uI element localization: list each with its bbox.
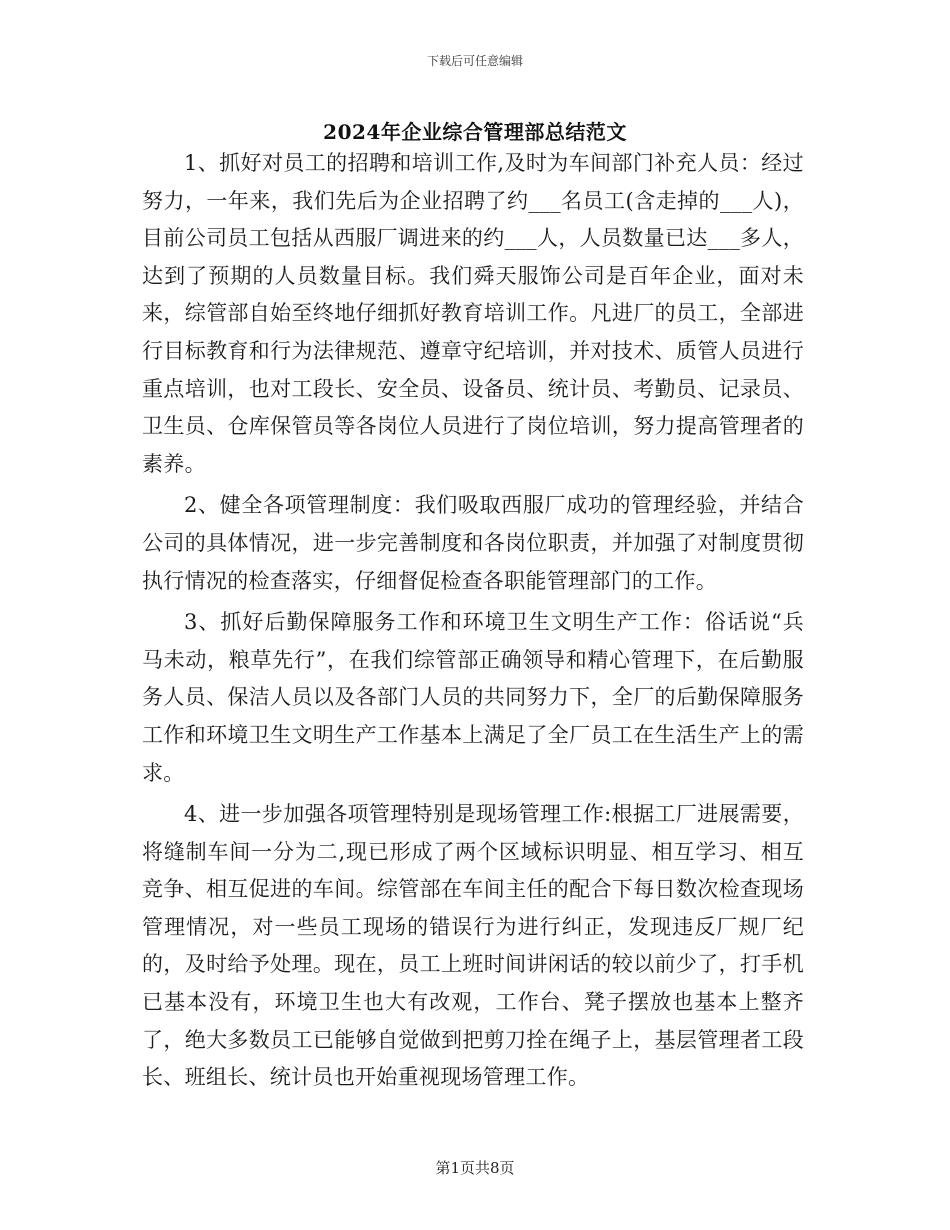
header-note: 下载后可任意编辑 [426,54,523,68]
document-body [142,145,804,1097]
document-title: 2024年企业综合管理部总结范文 [323,120,627,144]
paragraph-4: 4、进一步加强各项管理特别是现场管理工作:根据工厂进展需要，将缝制车间一分为二,现已形成了两个区域标识明显、相互学习、相互竞争、相互促进的车间。综管部在车间主任的配合下每日数次检查现场管理情况，对一些员工现场的错误行为进行纠正，发现违反厂规厂纪的，及时给予处理。现在，员工上班时间讲闲话的较以前少了，打手机已基本没有，环境卫生也大有改观，工作台、凳子摆放也基本上整齐了，绝大多数员工已能够自觉做到把剪刀拴在绳子上，基层管理者工段长、班组长、统计员也开始重视现场管理工作。 [142,802,804,1090]
paragraph-2: 2、健全各项管理制度：我们吸取西服厂成功的管理经验，并结合公司的具体情况，进一步完善制度和各岗位职责，并加强了对制度贯彻执行情况的检查落实，仔细督促检查各职能管理部门的工作。 [142,493,804,593]
paragraph-3: 3、抓好后勤保障服务工作和环境卫生文明生产工作：俗话说“兵马未动，粮草先行”，在我们综管部正确领导和精心管理下，在后勤服务人员、保洁人员以及各部门人员的共同努力下，全厂的后勤保障服务工作和环境卫生文明生产工作基本上满足了全厂员工在生活生产上的需求。 [142,610,804,785]
page-number: 第1页共8页 [435,1159,515,1177]
paragraph-1: 1、抓好对员工的招聘和培训工作,及时为车间部门补充人员：经过努力，一年来，我们先后为企业招聘了约___名员工(含走掉的___人)，目前公司员工包括从西服厂调进来的约___人，人员数量已达___多人，达到了预期的人员数量目标。我们舜天服饰公司是百年企业，面对未来，综管部自始至终地仔细抓好教育培训工作。凡进厂的员工，全部进行目标教育和行为法律规范、遵章守纪培训，并对技术、质管人员进行重点培训，也对工段长、安全员、设备员、统计员、考勤员、记录员、卫生员、仓库保管员等各岗位人员进行了岗位培训，努力提高管理者的素养。 [142,151,804,476]
